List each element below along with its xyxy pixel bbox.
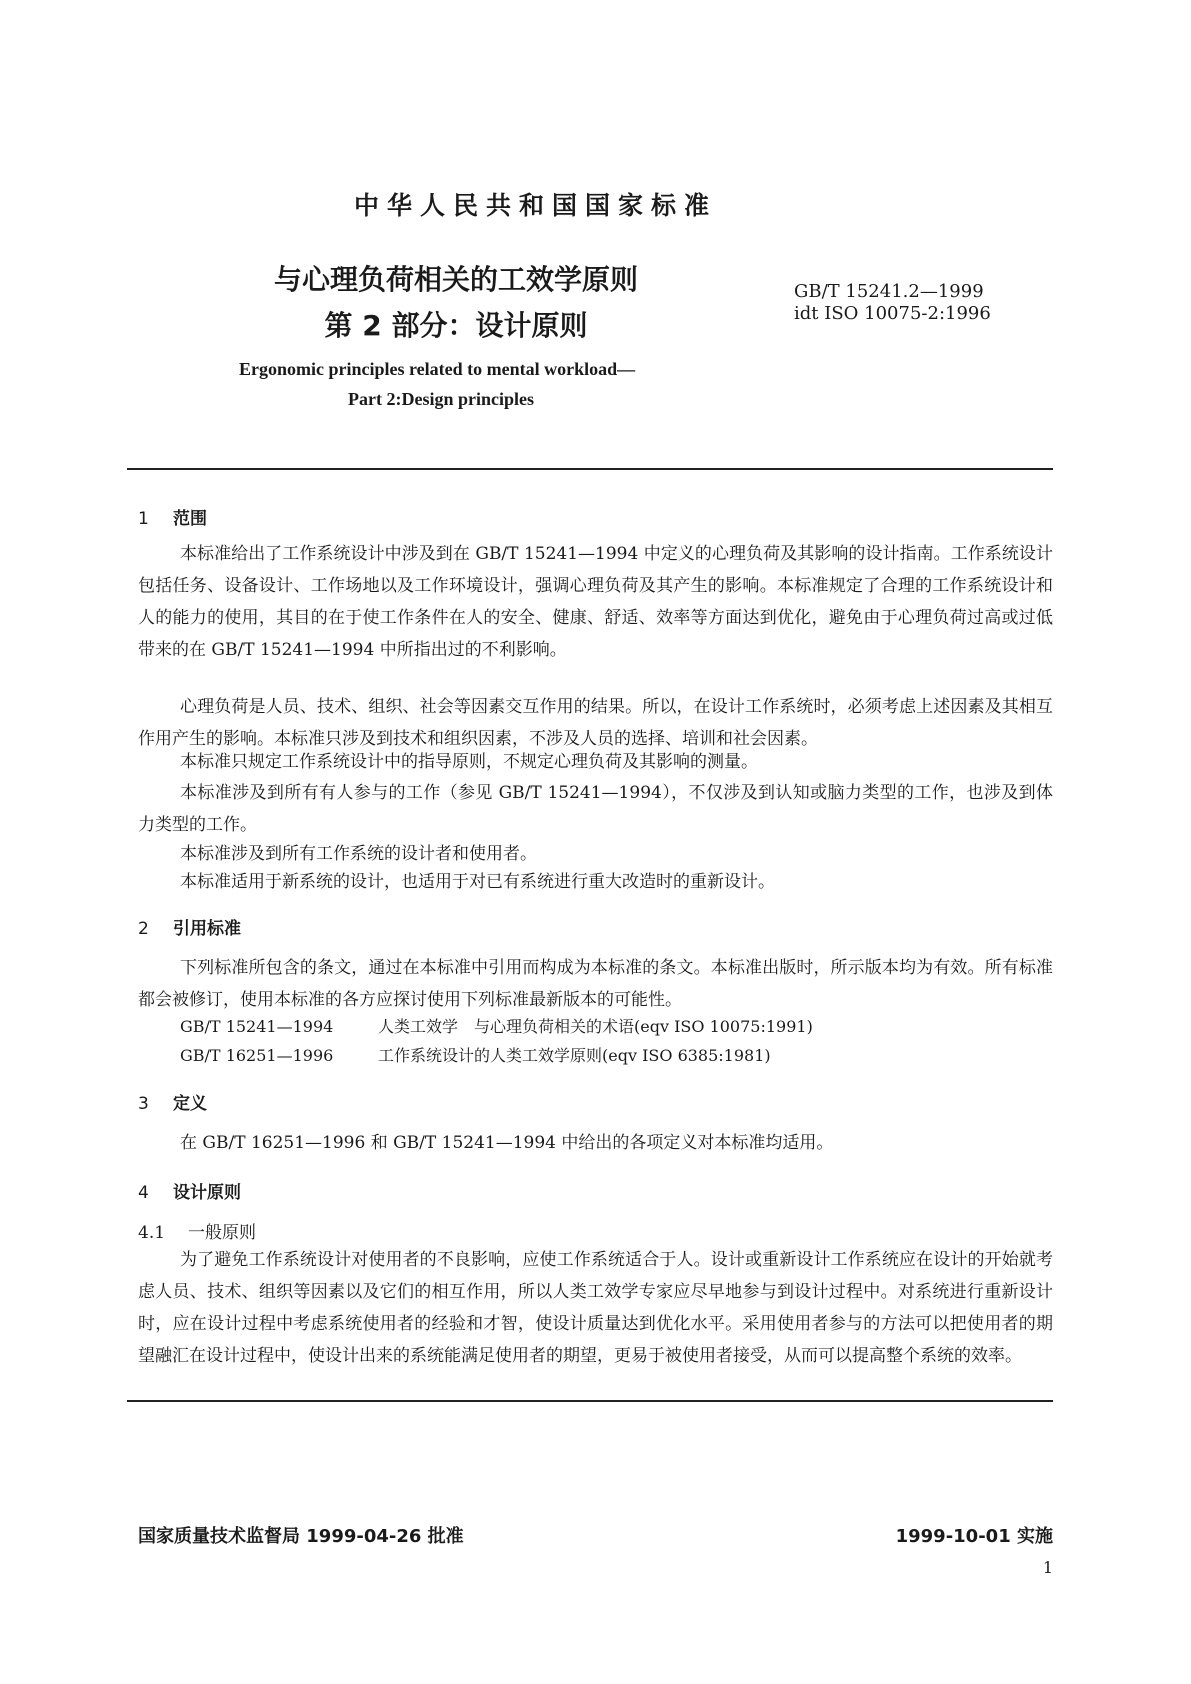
section-1-para-2: 心理负荷是人员、技术、组织、社会等因素交互作用的结果。所以，在设计工作系统时，必须考虑上述因素及其相互作用产生的影响。本标准只涉及到技术和组织因素，不涉及人员的选择、培训和社会因素。 bbox=[138, 697, 1053, 749]
implementation-note: 1999-10-01 实施 bbox=[895, 1526, 1053, 1547]
title-en-line1: Ergonomic principles related to mental workload— bbox=[239, 359, 636, 379]
section-4-heading: 4 设计原则 bbox=[138, 1183, 241, 1203]
title-en-line2: Part 2:Design principles bbox=[348, 389, 534, 409]
national-standard-heading: 中华人民共和国国家标准 bbox=[353, 191, 717, 220]
section-1-para-1: 本标准给出了工作系统设计中涉及到在 GB/T 15241—1994 中定义的心理负荷及其影响的设计指南。工作系统设计包括任务、设备设计、工作场地以及工作环境设计，强调心理负荷及其产生的影响。本标准规定了合理的工作系统设计和人的能力的使用，其目的在于使工作条件在人的安全、健康、舒适、效率等方面达到优化，避免由于心理负荷过高或过低带来的在 GB/T 15241—1994 中所指出过的不利影响。 bbox=[138, 544, 1053, 660]
reference-item: GB/T 16251—1996 工作系统设计的人类工效学原则(eqv ISO 6385:1981) bbox=[180, 1046, 771, 1065]
section-1-para-4: 本标准涉及到所有有人参与的工作（参见 GB/T 15241—1994），不仅涉及到认知或脑力类型的工作，也涉及到体力类型的工作。 bbox=[138, 783, 1053, 835]
section-1-para-6: 本标准适用于新系统的设计，也适用于对已有系统进行重大改造时的重新设计。 bbox=[180, 872, 775, 892]
section-4-1-heading: 4.1 一般原则 bbox=[138, 1223, 256, 1243]
section-2-heading: 2 引用标准 bbox=[138, 919, 241, 939]
standard-number: GB/T 15241.2—1999 bbox=[794, 281, 984, 302]
page-number: 1 bbox=[1042, 1558, 1053, 1577]
header-divider bbox=[127, 468, 1053, 470]
title-zh-line1: 与心理负荷相关的工效学原则 bbox=[273, 263, 638, 296]
section-1-para-5: 本标准涉及到所有工作系统的设计者和使用者。 bbox=[180, 844, 537, 864]
footer-divider bbox=[127, 1400, 1053, 1402]
section-3-para-1: 在 GB/T 16251—1996 和 GB/T 15241—1994 中给出的各项定义对本标准均适用。 bbox=[180, 1133, 834, 1153]
title-zh-line2: 第 2 部分：设计原则 bbox=[324, 309, 588, 342]
section-4-1-para-1: 为了避免工作系统设计对使用者的不良影响，应使工作系统适合于人。设计或重新设计工作系统应在设计的开始就考虑人员、技术、组织等因素以及它们的相互作用，所以人类工效学专家应尽早地参与到设计过程中。对系统进行重新设计时，应在设计过程中考虑系统使用者的经验和才智，使设计质量达到优化水平。采用使用者参与的方法可以把使用者的期望融汇在设计过程中，使设计出来的系统能满足使用者的期望，更易于被使用者接受，从而可以提高整个系统的效率。 bbox=[138, 1250, 1053, 1366]
approval-note: 国家质量技术监督局 1999-04-26 批准 bbox=[138, 1526, 464, 1547]
standard-idt: idt ISO 10075-2:1996 bbox=[794, 303, 991, 324]
reference-item: GB/T 15241—1994 人类工效学 与心理负荷相关的术语(eqv ISO 10075:1991) bbox=[180, 1017, 813, 1036]
section-2-para-1: 下列标准所包含的条文，通过在本标准中引用而构成为本标准的条文。本标准出版时，所示版本均为有效。所有标准都会被修订，使用本标准的各方应探讨使用下列标准最新版本的可能性。 bbox=[138, 958, 1053, 1010]
standard-number-block bbox=[794, 281, 991, 325]
section-1-heading: 1 范围 bbox=[138, 509, 207, 529]
section-1-para-3: 本标准只规定工作系统设计中的指导原则，不规定心理负荷及其影响的测量。 bbox=[180, 752, 758, 772]
section-3-heading: 3 定义 bbox=[138, 1094, 207, 1114]
